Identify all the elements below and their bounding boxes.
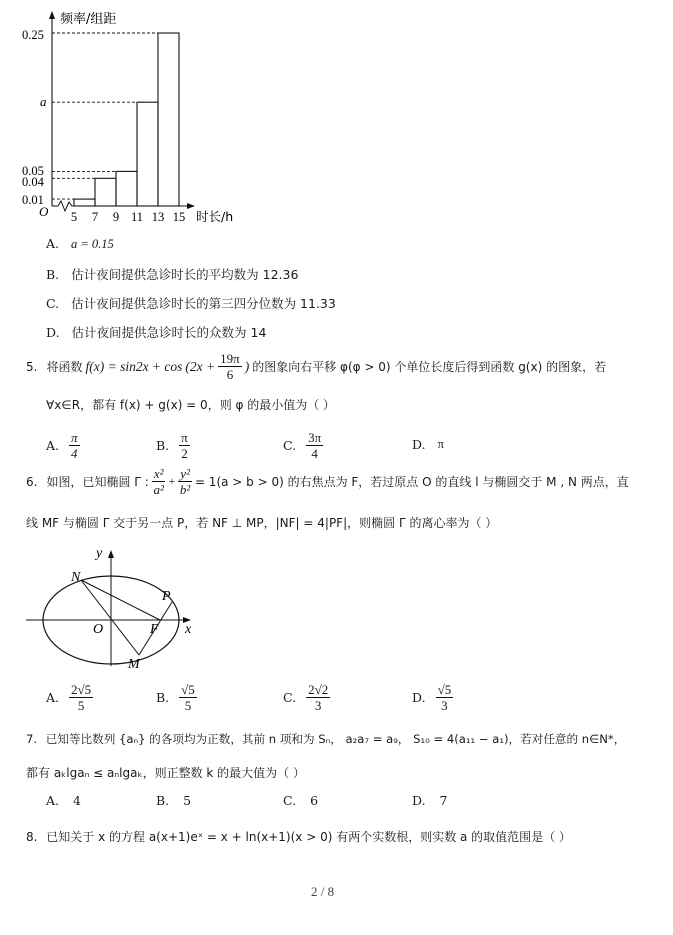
x-tick-15: 15 bbox=[172, 210, 186, 224]
q6-stem-line2 bbox=[26, 514, 497, 531]
option-letter: A. bbox=[46, 438, 60, 453]
option-letter: C. bbox=[283, 793, 297, 808]
q5-text-b: 的图象向右平移 φ(φ > 0) 个单位长度后得到函数 g(x) 的图象，若 bbox=[252, 360, 607, 374]
frac-den: b² bbox=[179, 482, 191, 497]
q7-stem-line2 bbox=[26, 764, 305, 781]
q5-option-a bbox=[46, 430, 80, 461]
frac-den: a² bbox=[153, 482, 164, 497]
frac-den: 3 bbox=[314, 698, 322, 713]
q6-frac-x bbox=[152, 466, 166, 497]
label-O: O bbox=[93, 622, 104, 637]
histogram-figure bbox=[0, 0, 260, 235]
histogram-bar-9-11 bbox=[116, 171, 137, 206]
x-tick-11: 11 bbox=[130, 210, 144, 224]
frac-num: √5 bbox=[181, 682, 195, 697]
frac-num: √5 bbox=[437, 682, 452, 697]
line-NF bbox=[81, 580, 160, 620]
frac-num: π bbox=[181, 430, 188, 445]
q4-option-c bbox=[46, 294, 336, 312]
option-letter: C. bbox=[46, 296, 60, 311]
option-text: a = 0.15 bbox=[71, 237, 114, 251]
option-text: 估计夜间提供急诊时长的第三四分位数为 11.33 bbox=[71, 296, 336, 311]
y-tick-0.01: 0.01 bbox=[22, 193, 44, 207]
q5-option-d bbox=[412, 437, 444, 452]
option-text: 7 bbox=[439, 793, 448, 808]
option-letter: C. bbox=[283, 438, 297, 453]
option-letter: D. bbox=[46, 325, 60, 340]
frac-num: 2√2 bbox=[308, 682, 329, 697]
y-axis-label: 频率/组距 bbox=[60, 12, 117, 27]
q5-number: 5. bbox=[26, 359, 38, 374]
y-tick-a: a bbox=[40, 94, 47, 109]
frac-num: π bbox=[71, 430, 78, 445]
q7-number: 7. bbox=[26, 732, 38, 746]
y-tick-0.04: 0.04 bbox=[22, 175, 44, 189]
q7-text-line2: 都有 aₖlgaₙ ≤ aₙlgaₖ，则正整数 k 的最大值为（ ） bbox=[26, 766, 305, 780]
q7-option-d bbox=[412, 793, 448, 808]
option-fraction bbox=[306, 682, 330, 713]
q6-number: 6. bbox=[26, 474, 38, 489]
q5-paren-open: (2x + bbox=[185, 358, 216, 374]
q7-option-c bbox=[283, 793, 318, 808]
x-tick-5: 5 bbox=[70, 210, 78, 224]
histogram-bar-13-15 bbox=[158, 33, 179, 206]
origin-label: O bbox=[39, 204, 49, 219]
q5-text-a: 将函数 bbox=[46, 360, 83, 374]
label-y: y bbox=[96, 546, 103, 561]
option-fraction bbox=[69, 682, 93, 713]
frac-den: 5 bbox=[77, 698, 85, 713]
histogram-bar-5-7 bbox=[74, 199, 95, 206]
frac-num: 2√5 bbox=[71, 682, 92, 697]
q6-plus: + bbox=[168, 474, 176, 488]
q5-option-b bbox=[156, 430, 190, 461]
q4-option-b bbox=[46, 265, 298, 283]
y-tick-0.05: 0.05 bbox=[22, 164, 44, 178]
q5-frac-den: 6 bbox=[226, 367, 234, 382]
q6-text-a: 如图，已知椭圆 Γ : bbox=[46, 475, 149, 489]
label-N: N bbox=[71, 570, 81, 585]
q7-stem-line1 bbox=[26, 731, 625, 747]
q5-frac-num: 19π bbox=[220, 351, 240, 366]
option-letter: D. bbox=[412, 690, 426, 705]
frac-den: 4 bbox=[71, 446, 78, 461]
option-letter: A. bbox=[46, 793, 60, 808]
option-text: π bbox=[437, 437, 444, 451]
y-tick-0.25: 0.25 bbox=[22, 28, 44, 42]
frac-den: 5 bbox=[184, 698, 192, 713]
option-fraction bbox=[436, 682, 454, 713]
frac-num: x² bbox=[153, 466, 164, 481]
label-M: M bbox=[128, 657, 140, 672]
x-axis-arrow bbox=[187, 203, 195, 209]
option-fraction bbox=[306, 430, 323, 461]
line-NM bbox=[81, 580, 139, 655]
frac-num: y² bbox=[180, 466, 190, 481]
q7-option-b bbox=[156, 793, 191, 808]
q4-option-d bbox=[46, 323, 266, 341]
ellipse-figure bbox=[20, 540, 210, 675]
q5-stem-line1 bbox=[26, 351, 606, 382]
option-letter: B. bbox=[156, 793, 170, 808]
option-letter: A. bbox=[46, 236, 60, 251]
q8-number: 8. bbox=[26, 830, 38, 844]
q6-text-line2: 线 MF 与椭圆 Γ 交于另一点 P，若 NF ⊥ MP，|NF| = 4|PF|，则椭圆 Γ 的离心率为（ ） bbox=[26, 516, 498, 530]
option-letter: C. bbox=[283, 690, 297, 705]
q7-option-a bbox=[46, 793, 81, 808]
option-letter: B. bbox=[46, 267, 60, 282]
x-tick-9: 9 bbox=[112, 210, 120, 224]
q6-option-c bbox=[283, 682, 330, 713]
y-axis-arrow bbox=[108, 550, 114, 558]
option-text: 估计夜间提供急诊时长的众数为 14 bbox=[71, 325, 267, 340]
q6-stem-line1 bbox=[26, 466, 629, 497]
option-letter: D. bbox=[412, 793, 426, 808]
option-fraction bbox=[179, 430, 190, 461]
q5-stem-line2 bbox=[46, 396, 335, 413]
frac-num: 3π bbox=[308, 430, 322, 445]
frac-den: 2 bbox=[181, 446, 188, 461]
option-text: 6 bbox=[310, 793, 319, 808]
q6-option-a bbox=[46, 682, 93, 713]
x-tick-13: 13 bbox=[151, 210, 165, 224]
label-x: x bbox=[185, 622, 192, 637]
option-letter: B. bbox=[156, 690, 170, 705]
option-fraction bbox=[179, 682, 197, 713]
x-axis-label: 时长/h bbox=[196, 209, 234, 224]
q6-text-b: = 1(a > b > 0) 的右焦点为 F，若过原点 O 的直线 l 与椭圆交于 M , N 两点，直 bbox=[194, 475, 629, 489]
label-P: P bbox=[162, 589, 171, 604]
x-tick-7: 7 bbox=[91, 210, 99, 224]
histogram-bar-7-9 bbox=[95, 178, 116, 206]
histogram-bar-11-13 bbox=[137, 102, 158, 206]
y-axis-arrow bbox=[49, 11, 55, 19]
q5-option-c bbox=[283, 430, 323, 461]
option-text: 估计夜间提供急诊时长的平均数为 12.36 bbox=[71, 267, 299, 282]
q5-paren-close: ) bbox=[244, 358, 250, 374]
q4-option-a bbox=[46, 236, 114, 252]
q8-stem-line1 bbox=[26, 828, 571, 845]
option-letter: A. bbox=[46, 690, 60, 705]
option-fraction bbox=[69, 430, 80, 461]
option-text: 5 bbox=[183, 793, 192, 808]
q6-frac-y bbox=[178, 466, 192, 497]
page-number: 2 / 8 bbox=[311, 884, 335, 899]
label-F: F bbox=[150, 622, 159, 637]
q5-text-line2: ∀x∈R，都有 f(x) + g(x) = 0，则 φ 的最小值为（ ） bbox=[46, 398, 336, 412]
frac-den: 3 bbox=[441, 698, 448, 713]
option-letter: D. bbox=[412, 437, 426, 452]
option-text: 4 bbox=[73, 793, 81, 808]
q8-text-line1: 已知关于 x 的方程 a(x+1)eˣ = x + ln(x+1)(x > 0) 有两个实数根，则实数 a 的取值范围是（ ） bbox=[46, 830, 572, 844]
q5-fraction bbox=[218, 351, 242, 382]
q6-option-d bbox=[412, 682, 453, 713]
q6-option-b bbox=[156, 682, 197, 713]
option-letter: B. bbox=[156, 438, 170, 453]
q7-text-line1: 已知等比数列 {aₙ} 的各项均为正数，其前 n 项和为 Sₙ， a₂a₇ = a₉， S₁₀ = 4(a₁₁ − a₁)，若对任意的 n∈N*， bbox=[45, 732, 626, 746]
q5-function: f(x) = sin2x + cos bbox=[85, 358, 183, 374]
frac-den: 4 bbox=[311, 446, 318, 461]
